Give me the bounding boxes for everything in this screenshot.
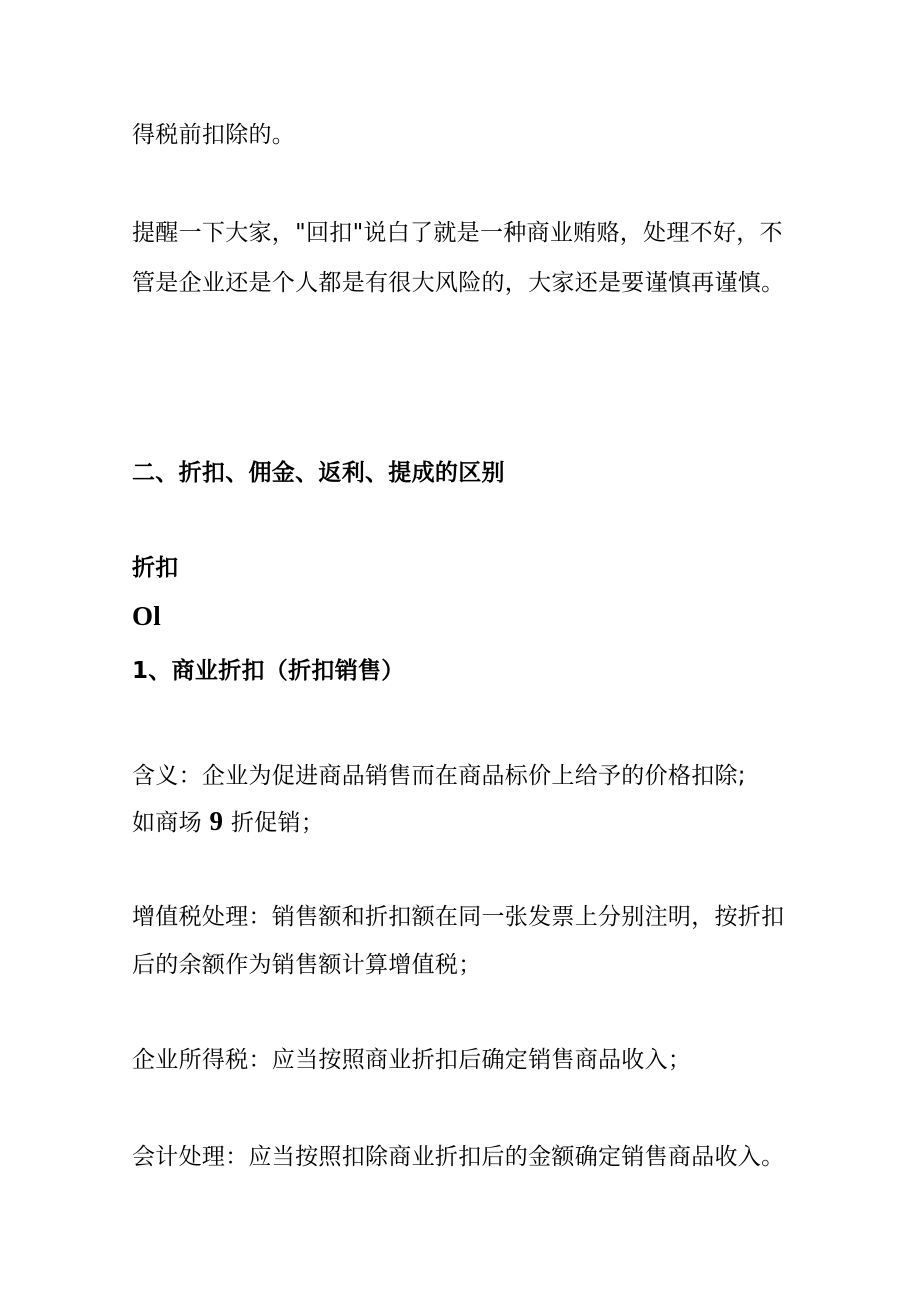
definition-line: 含义：企业为促进商品销售而在商品标价上给予的价格扣除; <box>132 763 746 789</box>
vat-line-2: 后的余额作为销售额计算增值税； <box>132 952 482 978</box>
vat-line-1: 增值税处理：销售额和折扣额在同一张发票上分别注明，按折扣 <box>132 904 785 930</box>
income-tax-line: 企业所得税：应当按照商业折扣后确定销售商品收入； <box>132 1047 692 1073</box>
example-prefix: 如商场 <box>132 810 210 836</box>
example-suffix: 折促销； <box>223 810 325 836</box>
example-line <box>132 806 324 838</box>
accounting-line: 会计处理：应当按照扣除商业折扣后的金额确定销售商品收入。 <box>132 1144 785 1170</box>
reminder-paragraph-line-1: 提醒一下大家，"回扣"说白了就是一种商业贿赂，处理不好，不 <box>132 220 783 246</box>
subsection-number: Ol <box>132 601 162 631</box>
subsection-title: 折扣 <box>132 555 179 581</box>
example-number: 9 <box>209 806 224 836</box>
section-heading: 二、折扣、佣金、返利、提成的区别 <box>132 460 505 486</box>
item-heading: 1、商业折扣（折扣销售） <box>132 658 405 684</box>
reminder-paragraph-line-2: 管是企业还是个人都是有很大风险的，大家还是要谨慎再谨慎。 <box>132 270 785 296</box>
paragraph-continuation: 得税前扣除的。 <box>132 122 296 148</box>
